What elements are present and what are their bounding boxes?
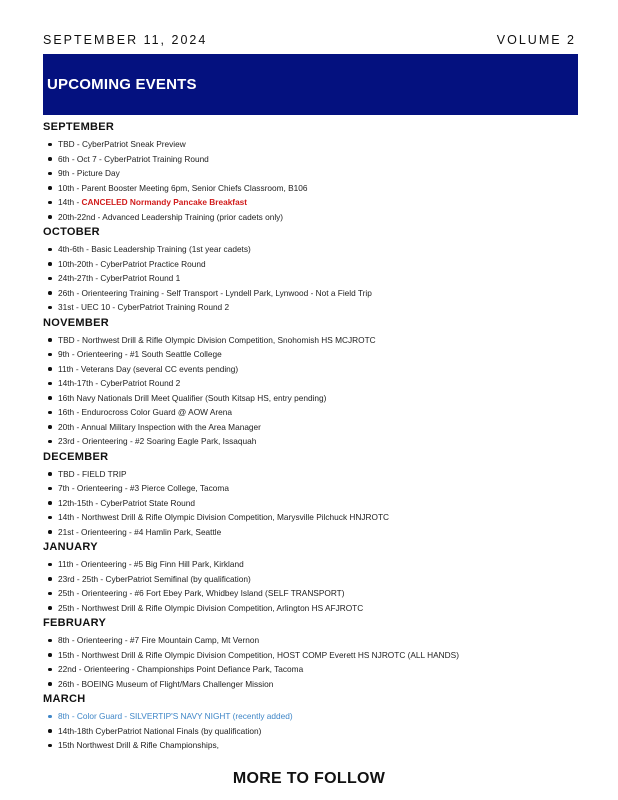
- event-item: [43, 724, 578, 739]
- event-text: 20th - Annual Military Inspection with the Area Manager: [58, 421, 261, 432]
- event-text: 11th - Orienteering - #5 Big Finn Hill Park, Kirkland: [58, 559, 244, 569]
- event-item: [43, 525, 578, 540]
- event-item: [43, 152, 578, 167]
- event-text: 15th - Northwest Drill & Rifle Olympic Division Competition, HOST COMP Everett HS NJROTC (ALL HANDS): [58, 649, 459, 660]
- event-text: 20th-22nd - Advanced Leadership Training (prior cadets only): [58, 211, 284, 222]
- month-section-september: [43, 121, 578, 224]
- event-item: [43, 572, 578, 587]
- event-text: TBD - CyberPatriot Sneak Preview: [58, 139, 186, 149]
- footer-note: MORE TO FOLLOW: [232, 770, 386, 787]
- month-section-december: [43, 451, 578, 540]
- event-text: 14th-18th CyberPatriot National Finals (by qualification): [58, 725, 262, 736]
- event-item: [43, 137, 578, 152]
- event-text: 22nd - Orienteering - Championships Point Defiance Park, Tacoma: [58, 664, 304, 674]
- event-text: 6th - Oct 7 - CyberPatriot Training Round: [58, 153, 209, 164]
- event-text: 24th-27th - CyberPatriot Round 1: [58, 273, 181, 283]
- event-text: 14th -: [58, 197, 82, 207]
- event-list: [43, 557, 578, 615]
- event-item: [43, 362, 578, 377]
- events-list: [43, 121, 578, 755]
- event-text: 23rd - Orienteering - #2 Soaring Eagle Park, Issaquah: [58, 436, 257, 446]
- event-text: 15th Northwest Drill & Rifle Championships,: [58, 740, 219, 750]
- event-item: [43, 633, 578, 648]
- event-text: TBD - FIELD TRIP: [58, 468, 127, 479]
- event-text: 4th-6th - Basic Leadership Training (1st year cadets): [58, 244, 251, 254]
- event-text: 10th - Parent Booster Meeting 6pm, Senior Chiefs Classroom, B106: [58, 182, 308, 193]
- month-heading: JANUARY: [43, 541, 98, 553]
- canceled-event-text: CANCELED Normandy Pancake Breakfast: [81, 197, 248, 207]
- issue-date: SEPTEMBER 11, 2024: [43, 33, 208, 47]
- month-heading: FEBRUARY: [43, 617, 107, 629]
- event-item: [43, 181, 578, 196]
- event-text: 14th-17th - CyberPatriot Round 2: [58, 378, 181, 388]
- event-list: [43, 709, 578, 753]
- event-text: 25th - Orienteering - #6 Fort Ebey Park, Whidbey Island (SELF TRANSPORT): [58, 588, 345, 598]
- event-item: [43, 709, 578, 724]
- month-heading: MARCH: [43, 693, 86, 705]
- event-list: [43, 333, 578, 449]
- event-item: [43, 557, 578, 572]
- event-item: [43, 420, 578, 435]
- event-text: 11th - Veterans Day (several CC events pending): [58, 363, 239, 374]
- events-banner: [43, 54, 578, 115]
- event-item: [43, 601, 578, 616]
- event-text: 9th - Orienteering - #1 South Seattle College: [58, 349, 222, 359]
- event-text: 23rd - 25th - CyberPatriot Semifinal (by qualification): [58, 573, 251, 584]
- event-list: [43, 633, 578, 691]
- event-item: [43, 210, 578, 225]
- event-text: 10th-20th - CyberPatriot Practice Round: [58, 258, 206, 269]
- event-text: 9th - Picture Day: [58, 168, 120, 178]
- event-item: [43, 257, 578, 272]
- banner-title: UPCOMING EVENTS: [47, 76, 197, 93]
- added-event-text: 8th - Color Guard - SILVERTIP'S NAVY NIGHT (recently added): [58, 711, 293, 721]
- month-section-february: [43, 617, 578, 691]
- event-item: [43, 391, 578, 406]
- event-item: [43, 481, 578, 496]
- event-item: [43, 333, 578, 348]
- event-text: 16th - Endurocross Color Guard @ AOW Arena: [58, 407, 232, 417]
- event-text: 31st - UEC 10 - CyberPatriot Training Round 2: [58, 302, 230, 312]
- event-text: 16th Navy Nationals Drill Meet Qualifier (South Kitsap HS, entry pending): [58, 392, 327, 403]
- month-section-january: [43, 541, 578, 615]
- month-heading: NOVEMBER: [43, 316, 109, 329]
- event-text: 21st - Orienteering - #4 Hamlin Park, Seattle: [58, 526, 222, 537]
- event-item: [43, 347, 578, 362]
- newsletter-header: [43, 31, 576, 49]
- event-item: [43, 662, 578, 677]
- event-item: [43, 195, 578, 210]
- event-text: 26th - Orienteering Training - Self Transport - Lyndell Park, Lynwood - Not a Field Trip: [58, 287, 372, 298]
- event-text: 25th - Northwest Drill & Rifle Olympic Division Competition, Arlington HS AFJROTC: [58, 602, 364, 613]
- event-item: [43, 405, 578, 420]
- event-item: [43, 376, 578, 391]
- month-heading: OCTOBER: [43, 226, 100, 238]
- event-text: 7th - Orienteering - #3 Pierce College, Tacoma: [58, 483, 229, 493]
- month-section-march: [43, 693, 578, 753]
- event-text: 26th - BOEING Museum of Flight/Mars Challenger Mission: [58, 678, 274, 689]
- event-item: [43, 510, 578, 525]
- event-item: [43, 166, 578, 181]
- month-section-november: [43, 317, 578, 449]
- event-list: [43, 242, 578, 315]
- event-text: 14th - Northwest Drill & Rifle Olympic Division Competition, Marysville Pilchuck HNJROTC: [58, 512, 390, 522]
- event-item: [43, 286, 578, 301]
- event-text: TBD - Northwest Drill & Rifle Olympic Division Competition, Snohomish HS MCJROTC: [58, 334, 376, 345]
- month-heading: SEPTEMBER: [43, 121, 115, 133]
- event-list: [43, 467, 578, 540]
- event-text: 8th - Orienteering - #7 Fire Mountain Camp, Mt Vernon: [58, 635, 260, 645]
- event-item: [43, 496, 578, 511]
- event-item: [43, 271, 578, 286]
- month-section-october: [43, 226, 578, 315]
- event-item: [43, 434, 578, 449]
- event-item: [43, 586, 578, 601]
- event-item: [43, 738, 578, 753]
- event-item: [43, 677, 578, 692]
- event-text: 12th-15th - CyberPatriot State Round: [58, 497, 195, 508]
- event-item: [43, 648, 578, 663]
- volume-label: VOLUME 2: [496, 33, 576, 47]
- event-item: [43, 242, 578, 257]
- event-item: [43, 300, 578, 315]
- month-heading: DECEMBER: [43, 450, 109, 463]
- event-item: [43, 467, 578, 482]
- event-list: [43, 137, 578, 224]
